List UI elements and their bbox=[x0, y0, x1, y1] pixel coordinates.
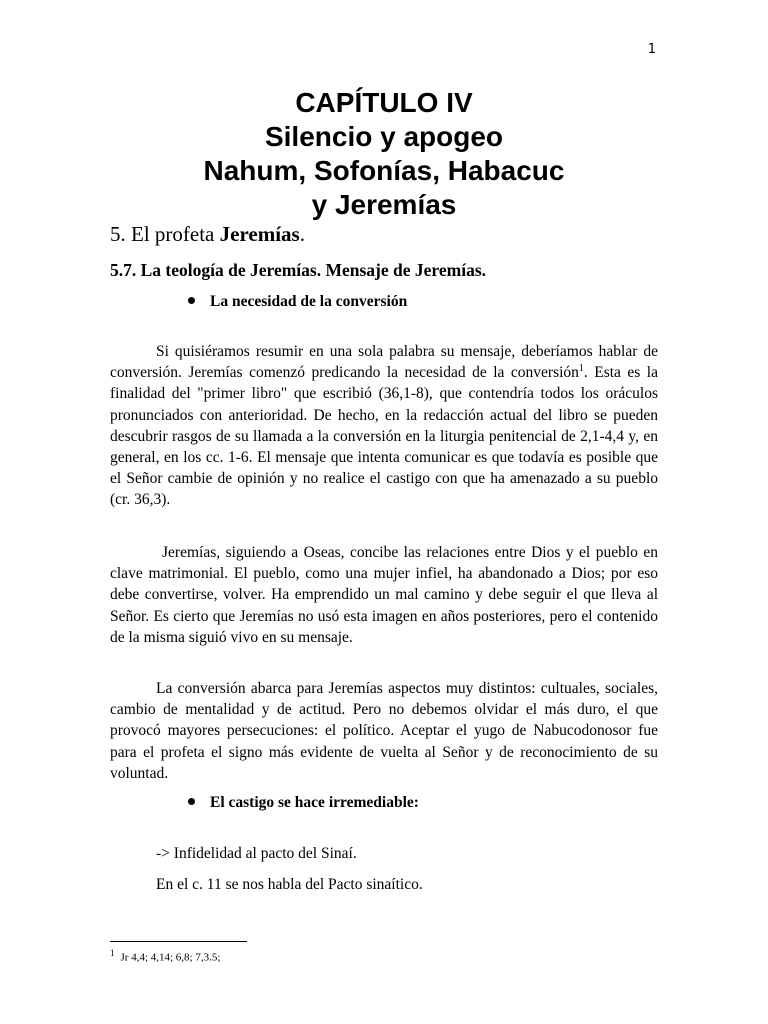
bullet-dot-icon bbox=[188, 297, 195, 304]
bullet-item-conversion bbox=[188, 292, 407, 312]
bullet-text: La necesidad de la conversión bbox=[210, 293, 408, 310]
paragraph-1 bbox=[110, 341, 658, 511]
paragraph-3-text: La conversión abarca para Jeremías aspectos muy distintos: cultuales, sociales, cambio de mentalidad y de actitud. Pero no debemos olvidar el más duro, el que provocó mayores persecuciones: el político. Aceptar el yugo de Nabucodonosor fue para el profeta el signo más evidente de vuelta al Señor y de reconocimiento de su voluntad. bbox=[110, 680, 658, 782]
paragraph-2-text: Jeremías, siguiendo a Oseas, concibe las relaciones entre Dios y el pueblo en clave matrimonial. El pueblo, como una mujer infiel, ha abandonado a Dios; por eso debe convertirse, volver. Ha emprendido un mal camino y debe seguir el que lleva al Señor. Es cierto que Jeremías no usó esta imagen en años posteriores, pero el contenido de la misma siguió vivo en su mensaje. bbox=[110, 544, 658, 646]
page-number: 1 bbox=[647, 42, 656, 57]
section-heading bbox=[110, 220, 305, 248]
chapter-title-line-3: Nahum, Sofonías, Habacuc bbox=[203, 155, 565, 186]
footnote-text: Jr 4,4; 4,14; 6,8; 7,3.5; bbox=[120, 951, 221, 964]
section-heading-name: Jeremías bbox=[219, 222, 300, 246]
bullet-dot-icon bbox=[188, 798, 195, 805]
text-line-infidelidad: -> Infidelidad al pacto del Sinaí. bbox=[156, 845, 357, 862]
chapter-title-line-2: Silencio y apogeo bbox=[264, 121, 504, 152]
bullet-text: El castigo se hace irremediable: bbox=[210, 794, 419, 811]
paragraph-3 bbox=[110, 678, 658, 784]
footnote-mark: 1 bbox=[110, 948, 115, 958]
section-heading-suffix: . bbox=[299, 222, 305, 246]
footnote bbox=[110, 945, 220, 966]
chapter-title-line-1: CAPÍTULO IV bbox=[295, 87, 473, 118]
footnote-divider bbox=[110, 941, 247, 942]
paragraph-1-text-a: Si quisiéramos resumir en una sola palabra su mensaje, deberíamos hablar de conversión. Jeremías comenzó predicando la necesidad de la conversión bbox=[110, 343, 658, 382]
chapter-title-line-4: y Jeremías bbox=[311, 189, 457, 220]
chapter-title bbox=[110, 86, 658, 222]
paragraph-1-text-b: . Esta es la finalidad del "primer libro" que escribió (36,1-8), que contendría todos los oráculos pronunciados con anterioridad. De hecho, en la redacción actual del libro se pueden descubrir rasgos de su llamada a la conversión en la liturgia penitencial de 2,1-4,4 y, en general, en los cc. 1-6. El mensaje que intenta comunicar es que todavía es posible que el Señor cambie de opinión y no realice el castigo con que ha amenazado a su pueblo (cr. 36,3). bbox=[110, 364, 658, 509]
paragraph-2 bbox=[110, 542, 658, 648]
bullet-item-castigo bbox=[188, 793, 419, 813]
section-heading-prefix: 5. El profeta bbox=[110, 222, 220, 246]
text-line-pacto: En el c. 11 se nos habla del Pacto sinaítico. bbox=[156, 876, 423, 893]
subsection-heading: 5.7. La teología de Jeremías. Mensaje de Jeremías. bbox=[110, 260, 487, 280]
footnote-reference[interactable]: 1 bbox=[578, 363, 584, 375]
